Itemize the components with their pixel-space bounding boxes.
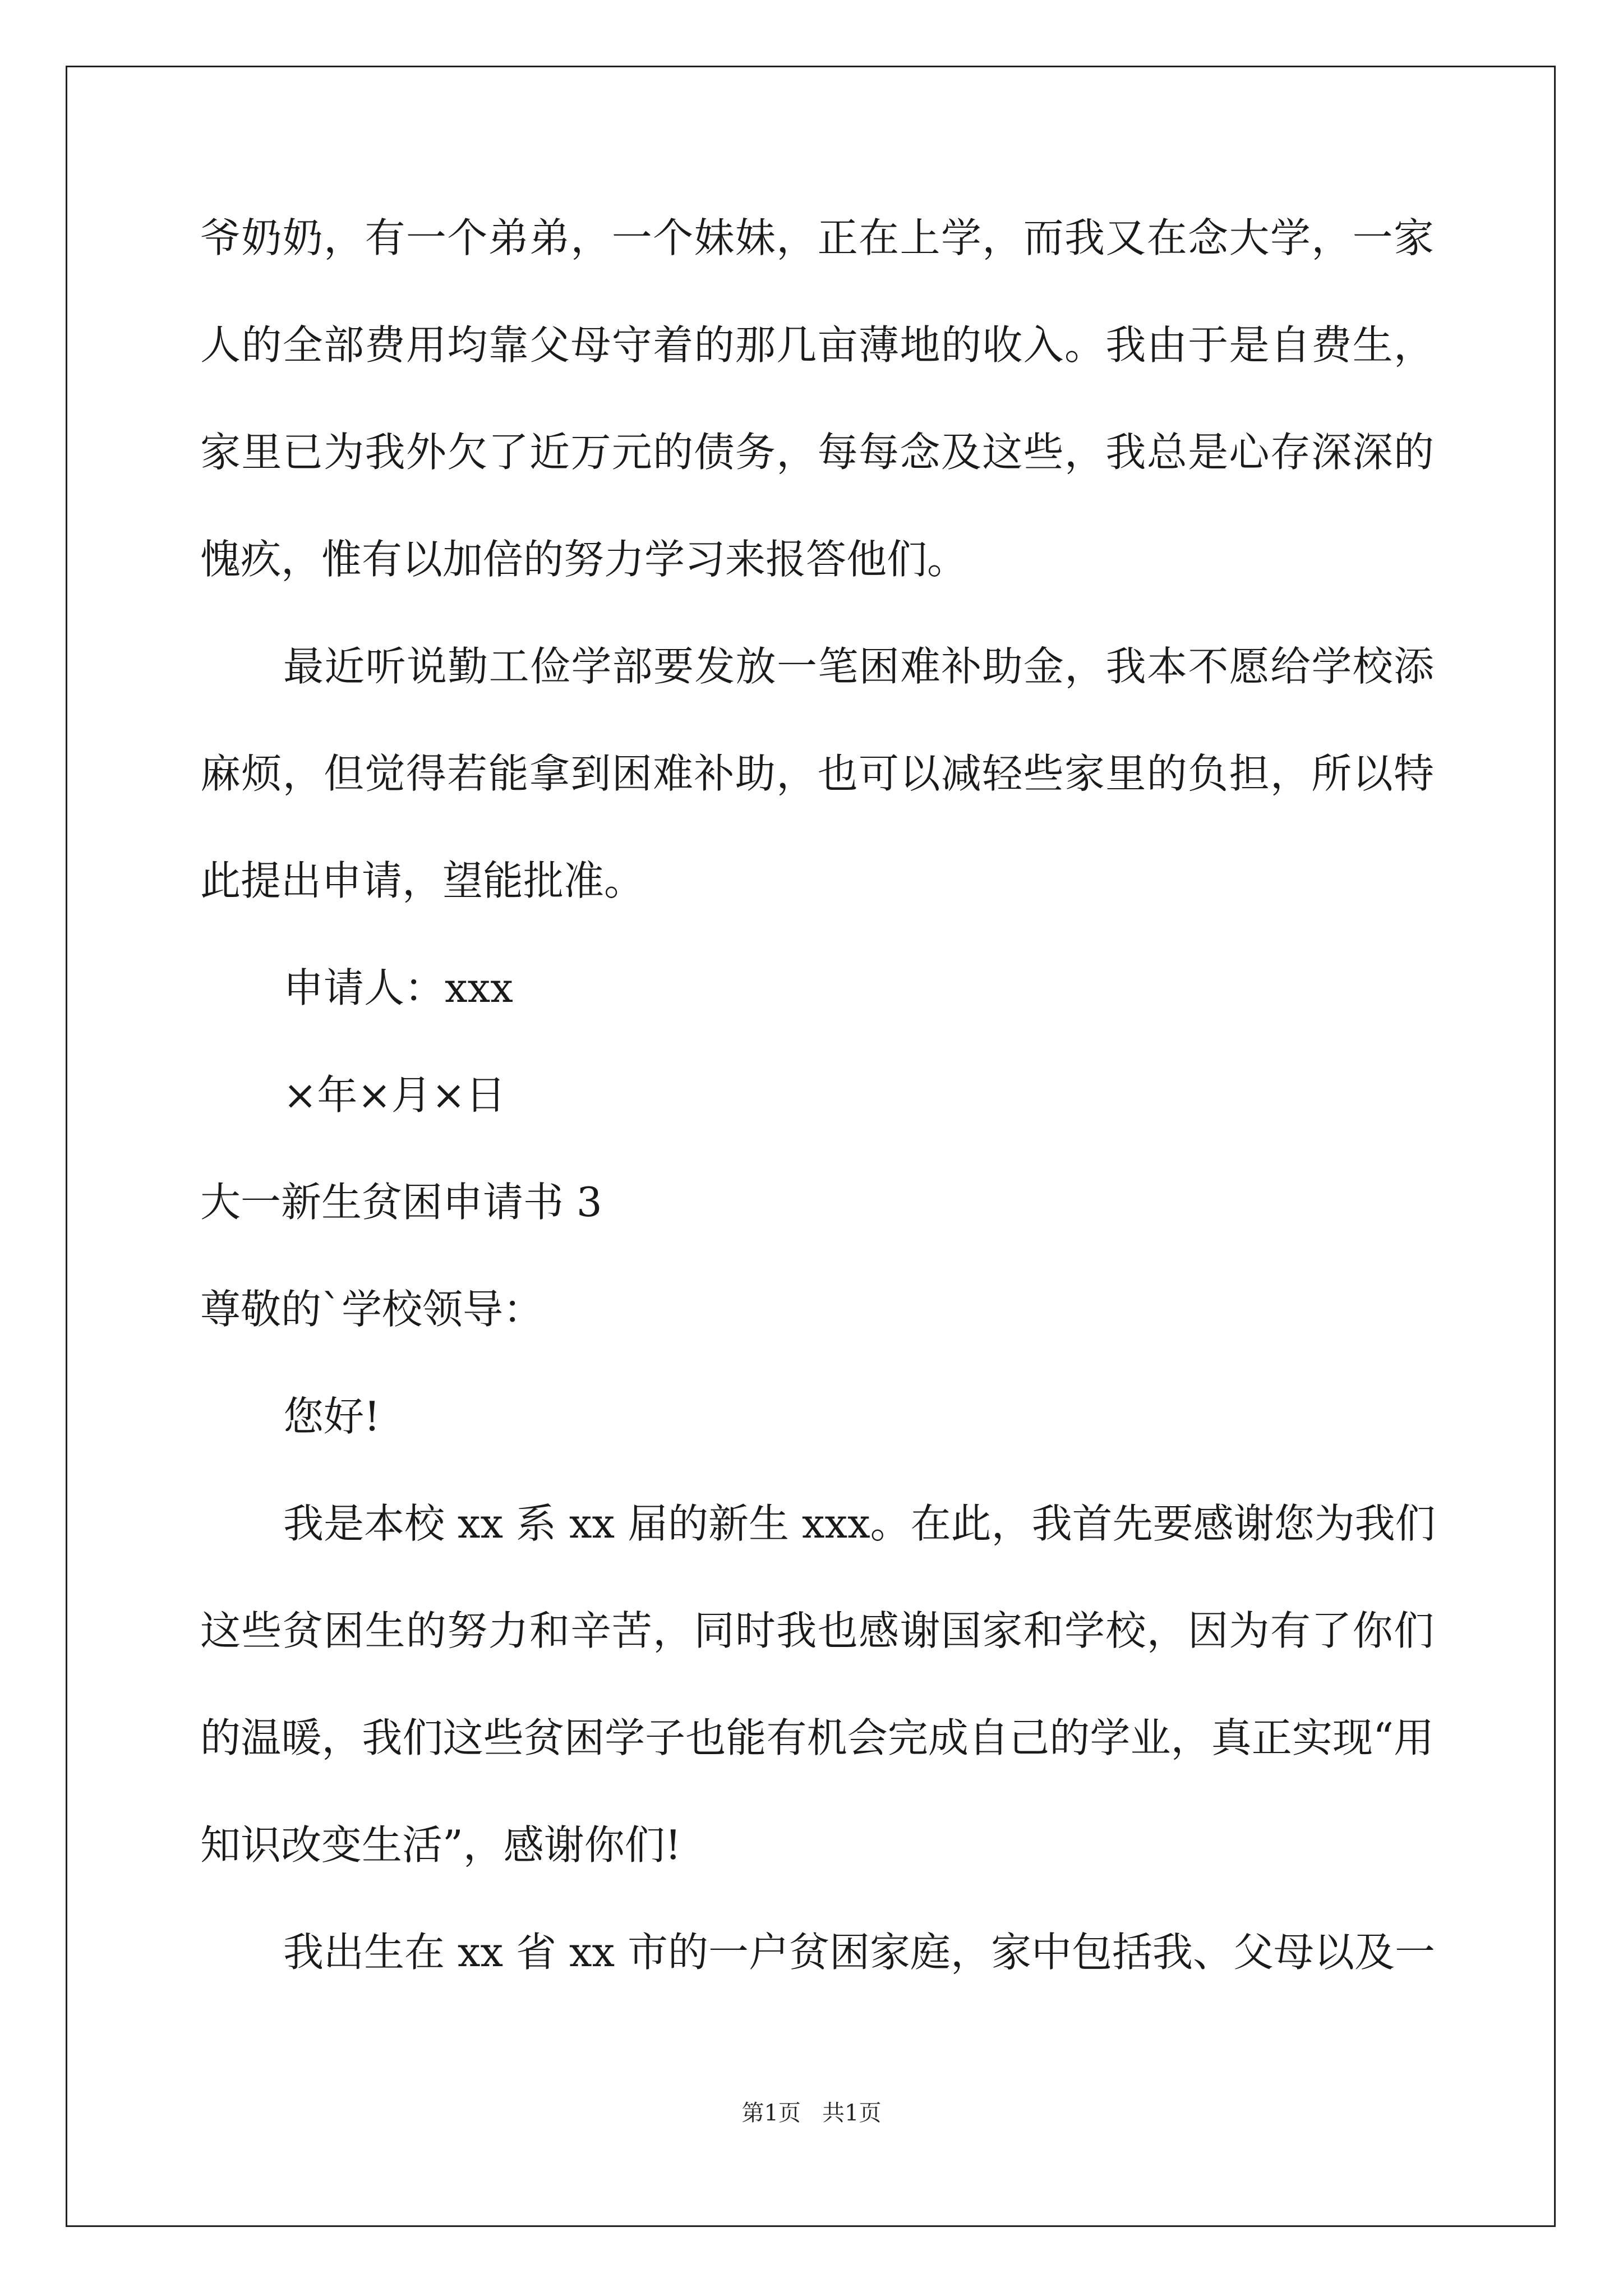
- applicant-line: 申请人：xxx: [283, 964, 513, 1011]
- text-line: 爷奶奶，有一个弟弟，一个妹妹，正在上学，而我又在念大学，一家: [200, 214, 1434, 261]
- section-title: 大一新生贫困申请书 3: [200, 1179, 602, 1226]
- text-line: 的温暖，我们这些贫困学子也能有机会完成自己的学业，真正实现“用: [200, 1714, 1434, 1761]
- greeting: 您好!: [283, 1393, 380, 1440]
- text-line: 此提出申请，望能批准。: [200, 857, 645, 904]
- text-line: 我出生在 xx 省 xx 市的一户贫困家庭，家中包括我、父母以及一: [283, 1929, 1435, 1976]
- text-line: 人的全部费用均靠父母守着的那几亩薄地的收入。我由于是自费生，: [200, 321, 1434, 369]
- page-footer: 第1页 共1页: [741, 2100, 882, 2126]
- page-border: [66, 66, 1556, 2227]
- text-line: 这些贫困生的努力和辛苦，同时我也感谢国家和学校，因为有了你们: [200, 1607, 1434, 1654]
- text-line: 我是本校 xx 系 xx 届的新生 xxx。在此，我首先要感谢您为我们: [283, 1500, 1436, 1547]
- text-line: 愧疚，惟有以加倍的努力学习来报答他们。: [200, 536, 968, 583]
- text-line: 家里已为我外欠了近万元的债务，每每念及这些，我总是心存深深的: [200, 429, 1434, 476]
- text-line: 知识改变生活”，感谢你们!: [200, 1821, 681, 1869]
- text-line: 最近听说勤工俭学部要发放一笔困难补助金，我本不愿给学校添: [283, 643, 1434, 690]
- salutation: 尊敬的`学校领导：: [200, 1286, 544, 1333]
- date-line: ×年×月×日: [283, 1071, 506, 1119]
- text-line: 麻烦，但觉得若能拿到困难补助，也可以减轻些家里的负担，所以特: [200, 750, 1434, 797]
